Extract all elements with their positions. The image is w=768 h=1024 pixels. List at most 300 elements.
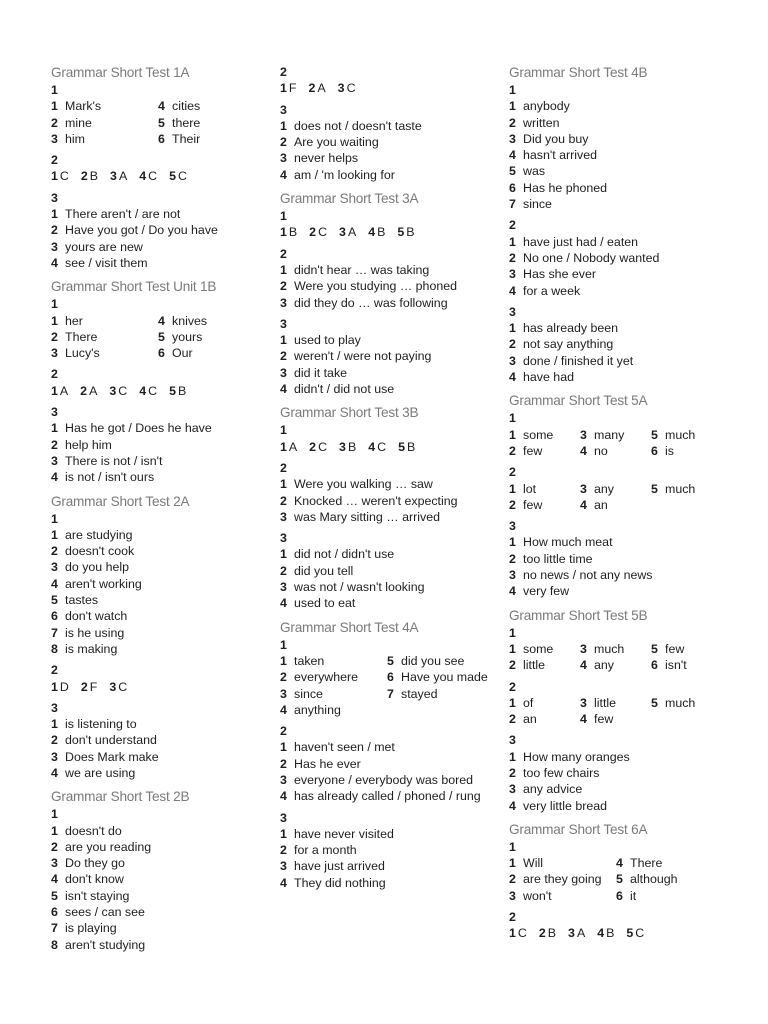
answer-item	[51, 937, 276, 953]
answer-item	[51, 527, 276, 543]
answer-number: 1	[280, 477, 287, 492]
answer-text: any	[594, 481, 614, 496]
answer-item	[509, 250, 734, 266]
answer-text: is he using	[65, 625, 125, 640]
answer-item	[280, 546, 505, 562]
answer-item	[51, 608, 276, 624]
exercise-section	[51, 296, 276, 361]
answer-number: 3	[280, 365, 287, 380]
answer-letter: C	[148, 169, 158, 184]
answer-text: Has he ever	[294, 756, 361, 771]
answer-text: few	[665, 641, 685, 656]
answer-grid	[509, 855, 734, 904]
answer-number: 8	[51, 937, 58, 952]
letter-answers	[51, 679, 276, 695]
answer-text: since	[523, 197, 552, 212]
answer-number: 1	[51, 383, 58, 398]
exercise-section	[509, 464, 734, 513]
exercise-section	[51, 404, 276, 485]
answer-item	[616, 855, 734, 871]
answer-letter: B	[406, 225, 415, 240]
answer-text: was not / wasn't looking	[294, 580, 425, 595]
answer-number: 1	[280, 439, 287, 454]
answer-text: although	[630, 872, 678, 887]
answer-letter: C	[148, 383, 158, 398]
answer-text: How many oranges	[523, 749, 630, 764]
test-title: Grammar Short Test 3A	[280, 191, 419, 207]
answer-number: 2	[280, 279, 287, 294]
answer-number: 4	[509, 148, 516, 163]
answer-number: 1	[280, 740, 287, 755]
letter-answer	[139, 384, 157, 398]
answer-number: 1	[51, 717, 58, 732]
answer-number: 4	[51, 765, 58, 780]
answer-number: 5	[509, 164, 516, 179]
answer-text: is playing	[65, 921, 117, 936]
answer-letter: D	[59, 679, 69, 694]
answer-text: Their	[172, 131, 201, 146]
answer-number: 2	[51, 223, 58, 238]
exercise-number: 3	[280, 102, 287, 117]
answer-item	[51, 904, 276, 920]
answer-text: since	[294, 686, 323, 701]
exercise-section	[280, 810, 505, 891]
answer-item	[509, 369, 734, 385]
exercise-section	[51, 700, 276, 781]
answer-text: Mark's	[65, 99, 102, 114]
answer-text: Has he got / Does he have	[65, 421, 212, 436]
answer-item	[280, 167, 505, 183]
answer-text: done / finished it yet	[523, 353, 634, 368]
answer-number	[651, 497, 665, 513]
answer-item	[509, 180, 734, 196]
letter-answer	[169, 384, 186, 398]
test-block	[280, 404, 505, 611]
answer-number: 6	[51, 905, 58, 920]
answer-text: many	[594, 427, 625, 442]
answer-item	[580, 481, 651, 497]
answer-text: are studying	[65, 527, 133, 542]
answer-item	[509, 888, 616, 904]
answer-number: 2	[538, 926, 546, 941]
answer-number: 1	[280, 826, 287, 841]
letter-answer	[309, 440, 327, 454]
letter-answer	[597, 926, 614, 940]
answer-letter: A	[288, 439, 298, 454]
answer-item	[509, 551, 734, 567]
answer-item	[158, 345, 276, 361]
answer-text: Lucy's	[65, 346, 100, 361]
answer-item	[51, 313, 158, 329]
answer-text	[665, 711, 734, 727]
letter-answer	[51, 169, 69, 183]
answer-number: 3	[509, 782, 516, 797]
answer-number: 1	[509, 695, 516, 710]
answer-text: lot	[523, 481, 537, 496]
answer-number: 4	[158, 99, 165, 114]
answer-text: won't	[523, 888, 552, 903]
answer-number: 5	[387, 653, 394, 668]
answer-text: little	[523, 658, 546, 673]
answer-text: have just had / eaten	[523, 234, 639, 249]
answer-number: 4	[597, 926, 605, 941]
answer-number: 3	[109, 383, 117, 398]
answer-item	[509, 147, 734, 163]
answer-number: 4	[280, 789, 287, 804]
answer-number: 1	[51, 207, 58, 222]
answer-text: Knocked … weren't expecting	[294, 493, 458, 508]
exercise-number: 2	[51, 663, 58, 678]
exercise-section	[280, 637, 505, 718]
answer-number: 3	[509, 131, 516, 146]
answer-item	[280, 348, 505, 364]
exercise-section	[280, 246, 505, 311]
answer-number: 5	[651, 481, 658, 496]
letter-answer	[110, 169, 127, 183]
answer-item	[509, 98, 734, 114]
answer-item	[509, 798, 734, 814]
answer-item	[580, 695, 651, 711]
answer-item	[51, 559, 276, 575]
answer-text: him	[65, 131, 85, 146]
answer-item	[509, 711, 580, 727]
answer-number	[651, 711, 665, 727]
answer-text	[665, 497, 734, 513]
answer-number: 3	[109, 679, 117, 694]
answer-text: much	[665, 695, 696, 710]
answer-letter: B	[606, 926, 615, 941]
answer-item	[651, 481, 734, 497]
answer-number: 2	[51, 437, 58, 452]
exercise-number: 3	[280, 531, 287, 546]
answer-number: 1	[509, 427, 516, 442]
answer-text: few	[523, 443, 543, 458]
answer-number: 1	[509, 99, 516, 114]
answer-number: 6	[387, 670, 394, 685]
answer-number: 2	[80, 383, 88, 398]
answer-number: 1	[509, 481, 516, 496]
answer-item	[51, 239, 276, 255]
exercise-section	[509, 909, 734, 942]
answer-letter: C	[118, 383, 128, 398]
answer-text: tastes	[65, 593, 99, 608]
answer-grid	[509, 695, 734, 728]
answer-number: 3	[280, 580, 287, 595]
answer-item	[51, 888, 276, 904]
answer-number: 6	[651, 443, 658, 458]
answer-item	[280, 150, 505, 166]
answer-number: 3	[280, 686, 287, 701]
answer-number: 4	[580, 658, 587, 673]
answer-letter: C	[318, 225, 328, 240]
letter-answers	[280, 80, 505, 96]
answer-item	[158, 131, 276, 147]
answer-item	[280, 686, 387, 702]
answer-text: help him	[65, 437, 112, 452]
answer-number: 2	[51, 839, 58, 854]
answer-item	[509, 695, 580, 711]
test-block	[280, 190, 505, 397]
answer-number: 5	[158, 329, 165, 344]
answer-number: 1	[280, 262, 287, 277]
answer-item	[51, 345, 158, 361]
answer-item	[158, 329, 276, 345]
exercise-number: 3	[51, 700, 58, 715]
answer-item	[280, 842, 505, 858]
answer-letter: A	[317, 81, 326, 96]
exercise-section	[51, 82, 276, 147]
exercise-number: 3	[509, 733, 516, 748]
answer-item	[651, 695, 734, 711]
answer-number: 2	[509, 765, 516, 780]
exercise-number: 3	[51, 405, 58, 420]
answer-text: There aren't / are not	[65, 207, 181, 222]
exercise-section	[51, 152, 276, 185]
answer-text: used to play	[294, 333, 361, 348]
letter-answer	[398, 440, 415, 454]
answer-number: 6	[158, 131, 165, 146]
answer-number: 1	[280, 118, 287, 133]
answer-text: very little bread	[523, 798, 608, 813]
answer-item	[509, 427, 580, 443]
answer-item	[51, 329, 158, 345]
answer-item	[509, 336, 734, 352]
answer-item	[280, 788, 505, 804]
answer-item	[51, 437, 276, 453]
answer-number: 3	[580, 481, 587, 496]
answer-number: 4	[51, 576, 58, 591]
exercise-section	[509, 679, 734, 728]
exercise-number: 1	[509, 411, 516, 426]
answer-text: Has she ever	[523, 267, 597, 282]
answer-number: 2	[280, 670, 287, 685]
letter-answer	[368, 440, 386, 454]
answer-number: 6	[51, 609, 58, 624]
answer-text: hasn't arrived	[523, 148, 597, 163]
answer-text: some	[523, 427, 554, 442]
answer-item	[509, 234, 734, 250]
answer-letter: C	[517, 926, 527, 941]
answer-item	[280, 739, 505, 755]
answer-number: 5	[651, 427, 658, 442]
exercise-number: 1	[51, 511, 58, 526]
answer-text: doesn't do	[65, 823, 122, 838]
answer-number: 3	[580, 695, 587, 710]
answer-text: yours are new	[65, 239, 143, 254]
answer-text: is	[665, 443, 674, 458]
answer-number: 4	[580, 712, 587, 727]
answer-item	[509, 443, 580, 459]
answer-text: too little time	[523, 551, 593, 566]
answer-number: 4	[509, 584, 516, 599]
answer-item	[580, 427, 651, 443]
answer-number: 1	[509, 641, 516, 656]
exercise-number: 2	[509, 679, 516, 694]
answer-text: any	[594, 658, 614, 673]
exercise-number: 1	[509, 625, 516, 640]
answer-text: some	[523, 641, 554, 656]
answer-item	[509, 163, 734, 179]
exercise-section	[51, 366, 276, 399]
answer-item	[387, 686, 505, 702]
answer-item	[51, 641, 276, 657]
answer-text: am / 'm looking for	[294, 167, 395, 182]
answer-text: an	[594, 497, 608, 512]
answer-letter: F	[288, 81, 297, 96]
answer-number: 4	[280, 596, 287, 611]
answer-grid	[51, 313, 276, 362]
answer-text: everyone / everybody was bored	[294, 772, 474, 787]
answer-number: 3	[509, 568, 516, 583]
answer-item	[280, 332, 505, 348]
answer-item	[51, 732, 276, 748]
answer-item	[280, 563, 505, 579]
answer-text: are they going	[523, 872, 602, 887]
answer-number: 3	[280, 772, 287, 787]
answer-item	[387, 653, 505, 669]
test-title: Grammar Short Test Unit 1B	[51, 279, 217, 295]
answer-item	[280, 381, 505, 397]
letter-answer	[509, 926, 527, 940]
answer-number: 1	[51, 527, 58, 542]
answer-text: everywhere	[294, 670, 359, 685]
answer-number: 3	[509, 353, 516, 368]
answer-number: 2	[51, 115, 58, 130]
answer-number: 4	[509, 283, 516, 298]
letter-answer	[280, 81, 296, 95]
answer-text: weren't / were not paying	[294, 349, 432, 364]
answer-number: 1	[51, 823, 58, 838]
answer-number: 2	[509, 250, 516, 265]
test-block	[509, 821, 734, 942]
answer-number: 2	[509, 337, 516, 352]
answer-letter: B	[177, 383, 187, 398]
answer-letter: B	[288, 225, 298, 240]
answer-number: 4	[616, 856, 623, 871]
answer-text: is making	[65, 641, 118, 656]
answer-item	[280, 476, 505, 492]
answer-number: 5	[169, 169, 176, 184]
answer-letter: B	[347, 439, 357, 454]
answer-text: yours	[172, 329, 203, 344]
answer-text: was Mary sitting … arrived	[294, 509, 440, 524]
test-block	[51, 278, 276, 485]
exercise-number: 2	[509, 910, 516, 925]
answer-number: 2	[509, 658, 516, 673]
column-2	[280, 64, 505, 898]
answer-text: Has he phoned	[523, 180, 608, 195]
exercise-number: 1	[280, 209, 287, 224]
answer-item	[280, 756, 505, 772]
answer-number: 3	[280, 295, 287, 310]
answer-text: Our	[172, 346, 193, 361]
answer-item	[51, 255, 276, 271]
answer-letter: F	[89, 679, 98, 694]
answer-item	[51, 855, 276, 871]
answer-number: 1	[280, 81, 287, 96]
column-3	[509, 64, 734, 949]
answer-number: 3	[509, 888, 516, 903]
exercise-section	[509, 732, 734, 813]
answer-item	[280, 509, 505, 525]
answer-number: 3	[339, 225, 346, 240]
answer-text: do you help	[65, 560, 130, 575]
answer-text: didn't hear … was taking	[294, 262, 430, 277]
test-title: Grammar Short Test 2A	[51, 493, 190, 509]
exercise-number: 3	[280, 316, 287, 331]
exercise-number: 2	[280, 724, 287, 739]
answer-number: 7	[387, 686, 394, 701]
answer-item	[280, 826, 505, 842]
answer-number: 1	[509, 749, 516, 764]
answer-item	[509, 583, 734, 599]
answer-number: 7	[51, 921, 58, 936]
answer-number: 1	[509, 321, 516, 336]
answer-item	[51, 576, 276, 592]
exercise-section	[280, 723, 505, 804]
letter-answer	[81, 169, 98, 183]
answer-text: did they do … was following	[294, 295, 448, 310]
answer-number: 4	[509, 798, 516, 813]
answer-number: 1	[509, 856, 516, 871]
exercise-section	[280, 422, 505, 455]
answer-text: How much meat	[523, 535, 613, 550]
answer-number: 5	[51, 888, 58, 903]
answer-item	[651, 497, 734, 513]
exercise-number: 1	[51, 83, 58, 97]
answer-col-left	[280, 653, 387, 718]
answer-number: 2	[509, 497, 516, 512]
exercise-section	[280, 102, 505, 183]
test-block	[280, 64, 505, 183]
answer-item	[387, 669, 505, 685]
answer-text: for a month	[294, 843, 357, 858]
answer-number: 3	[280, 859, 287, 874]
answer-item	[616, 888, 734, 904]
exercise-section	[509, 410, 734, 459]
answer-item	[509, 497, 580, 513]
exercise-number: 1	[51, 297, 58, 312]
answer-item	[509, 481, 580, 497]
letter-answer	[397, 225, 414, 239]
answer-number: 2	[80, 679, 88, 694]
answer-item	[51, 453, 276, 469]
answer-text: don't understand	[65, 733, 157, 748]
answer-item	[580, 443, 651, 459]
answer-letter: A	[59, 383, 69, 398]
answer-item	[580, 657, 651, 673]
answer-number: 4	[580, 497, 587, 512]
test-title: Grammar Short Test 4B	[509, 65, 648, 80]
test-block	[51, 493, 276, 782]
exercise-section	[280, 208, 505, 241]
answer-text: Did you buy	[523, 131, 589, 146]
answer-number: 8	[51, 641, 58, 656]
answer-number: 1	[509, 926, 516, 941]
answer-text: an	[523, 712, 537, 727]
exercise-section	[509, 839, 734, 904]
answer-number: 5	[158, 115, 165, 130]
answer-item	[280, 653, 387, 669]
answer-number: 6	[509, 180, 516, 195]
test-title: Grammar Short Test 2B	[51, 789, 190, 805]
answer-text: see / visit them	[65, 255, 148, 270]
answer-number: 6	[616, 888, 623, 903]
answer-item	[616, 871, 734, 887]
exercise-section	[280, 64, 505, 97]
letter-answer	[80, 384, 97, 398]
answer-text: taken	[294, 653, 325, 668]
